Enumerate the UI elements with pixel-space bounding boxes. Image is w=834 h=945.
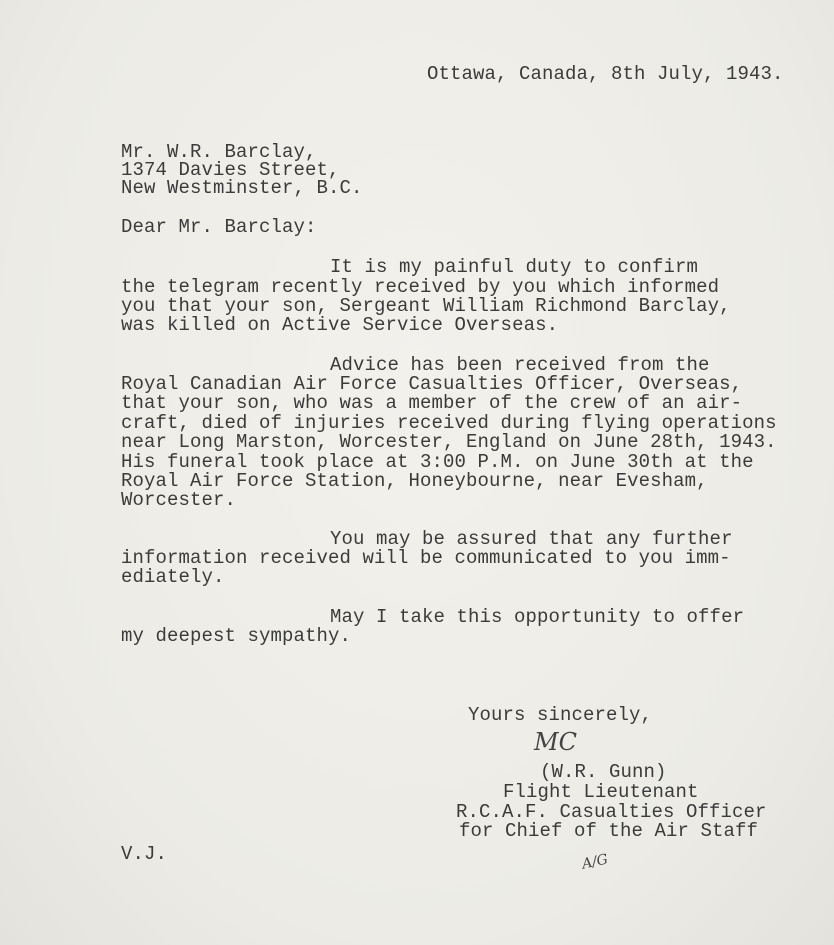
paragraph-line: that your son, who was a member of the crew of an air- [121,392,743,414]
signatory-office: for Chief of the Air Staff [459,820,759,842]
recipient-street: 1374 Davies Street, [121,159,340,181]
paragraph-line: was killed on Active Service Overseas. [121,314,559,336]
paragraph-line: His funeral took place at 3:00 P.M. on June 30th at the [121,451,754,473]
signature: MC [534,728,577,756]
paragraph-line: ediately. [121,566,225,588]
paragraph-line: information received will be communicated to you imm- [121,547,731,569]
paragraph-line: It is my painful duty to confirm [330,256,699,278]
signatory-name: (W.R. Gunn) [540,761,667,783]
signatory-rank: Flight Lieutenant [503,781,699,803]
paragraph-line: near Long Marston, Worcester, England on June 28th, 1943. [121,431,777,453]
recipient-city: New Westminster, B.C. [121,177,363,199]
paragraph-line: Royal Air Force Station, Honeybourne, near Evesham, [121,470,708,492]
date-line: Ottawa, Canada, 8th July, 1943. [427,63,784,85]
recipient-name: Mr. W.R. Barclay, [121,141,317,163]
closing: Yours sincerely, [468,704,653,726]
typist-initials: V.J. [121,843,168,865]
signatory-title: R.C.A.F. Casualties Officer [456,801,767,823]
paragraph-line: May I take this opportunity to offer [330,606,745,628]
paragraph-line: my deepest sympathy. [121,625,352,647]
paragraph-line: Advice has been received from the [330,354,710,376]
paragraph-line: Royal Canadian Air Force Casualties Officer, Overseas, [121,373,743,395]
paragraph-line: the telegram recently received by you which informed [121,276,720,298]
paragraph-line: You may be assured that any further [330,528,733,550]
paragraph-line: Worcester. [121,489,237,511]
salutation: Dear Mr. Barclay: [121,216,317,238]
paragraph-line: craft, died of injuries received during flying operations [121,412,777,434]
handwritten-note: A/G [580,851,610,873]
paragraph-line: you that your son, Sergeant William Richmond Barclay, [121,295,731,317]
